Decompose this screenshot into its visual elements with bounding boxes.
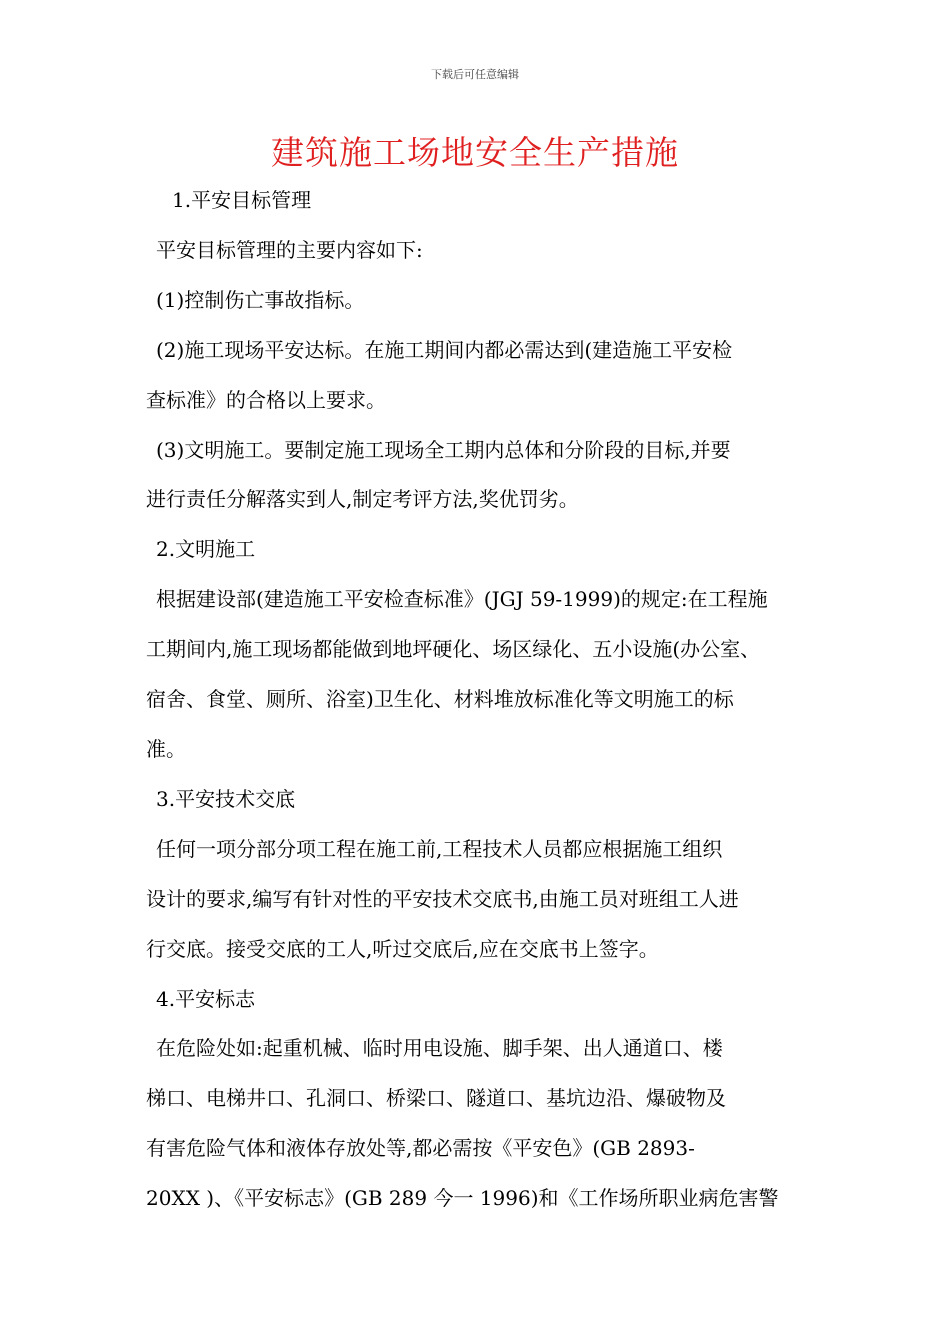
paragraph-line: 在危险处如:起重机械、临时用电设施、脚手架、出人通道口、楼 [156, 1036, 723, 1061]
document-body [146, 176, 808, 1224]
paragraph-line: 根据建设部(建造施工平安检查标准》(JGJ 59-1999)的规定:在工程施 [156, 587, 768, 612]
paragraph-line: 宿舍、食堂、厕所、浴室)卫生化、材料堆放标准化等文明施工的标 [146, 687, 734, 712]
paragraph-line: (1)控制伤亡事故指标。 [156, 287, 365, 312]
paragraph-line: 准。 [146, 736, 186, 761]
paragraph-line: 工期间内,施工现场都能做到地坪硬化、场区绿化、五小设施(办公室、 [146, 637, 761, 662]
section-heading-1: 1.平安目标管理 [172, 188, 312, 212]
paragraph-line: 平安目标管理的主要内容如下: [156, 237, 423, 262]
paragraph-line: 行交底。接受交底的工人,听过交底后,应在交底书上签字。 [146, 936, 659, 961]
paragraph-line: 设计的要求,编写有针对性的平安技术交底书,由施工员对班组工人进 [146, 886, 739, 911]
paragraph-line: 梯口、电梯井口、孔洞口、桥梁口、隧道口、基坑边沿、爆破物及 [146, 1086, 726, 1111]
paragraph-line: 20XX )、《平安标志》(GB 289 今一 1996)和《工作场所职业病危害警 [146, 1186, 779, 1211]
page-header: 下载后可任意编辑 [431, 68, 519, 81]
paragraph-line: 进行责任分解落实到人,制定考评方法,奖优罚劣。 [146, 487, 579, 512]
section-heading-2: 2.文明施工 [156, 537, 256, 562]
section-heading-4: 4.平安标志 [156, 986, 256, 1011]
paragraph-line: 有害危险气体和液体存放处等,都必需按《平安色》(GB 2893- [146, 1136, 695, 1161]
document-title: 建筑施工场地安全生产措施 [271, 133, 679, 172]
paragraph-line: 任何一项分部分项工程在施工前,工程技术人员都应根据施工组织 [156, 836, 723, 861]
section-heading-3: 3.平安技术交底 [156, 786, 296, 811]
paragraph-line: 查标准》的合格以上要求。 [146, 387, 386, 412]
paragraph-line: (2)施工现场平安达标。在施工期间内都必需达到(建造施工平安检 [156, 337, 733, 362]
paragraph-line: (3)文明施工。要制定施工现场全工期内总体和分阶段的目标,并要 [156, 437, 731, 462]
